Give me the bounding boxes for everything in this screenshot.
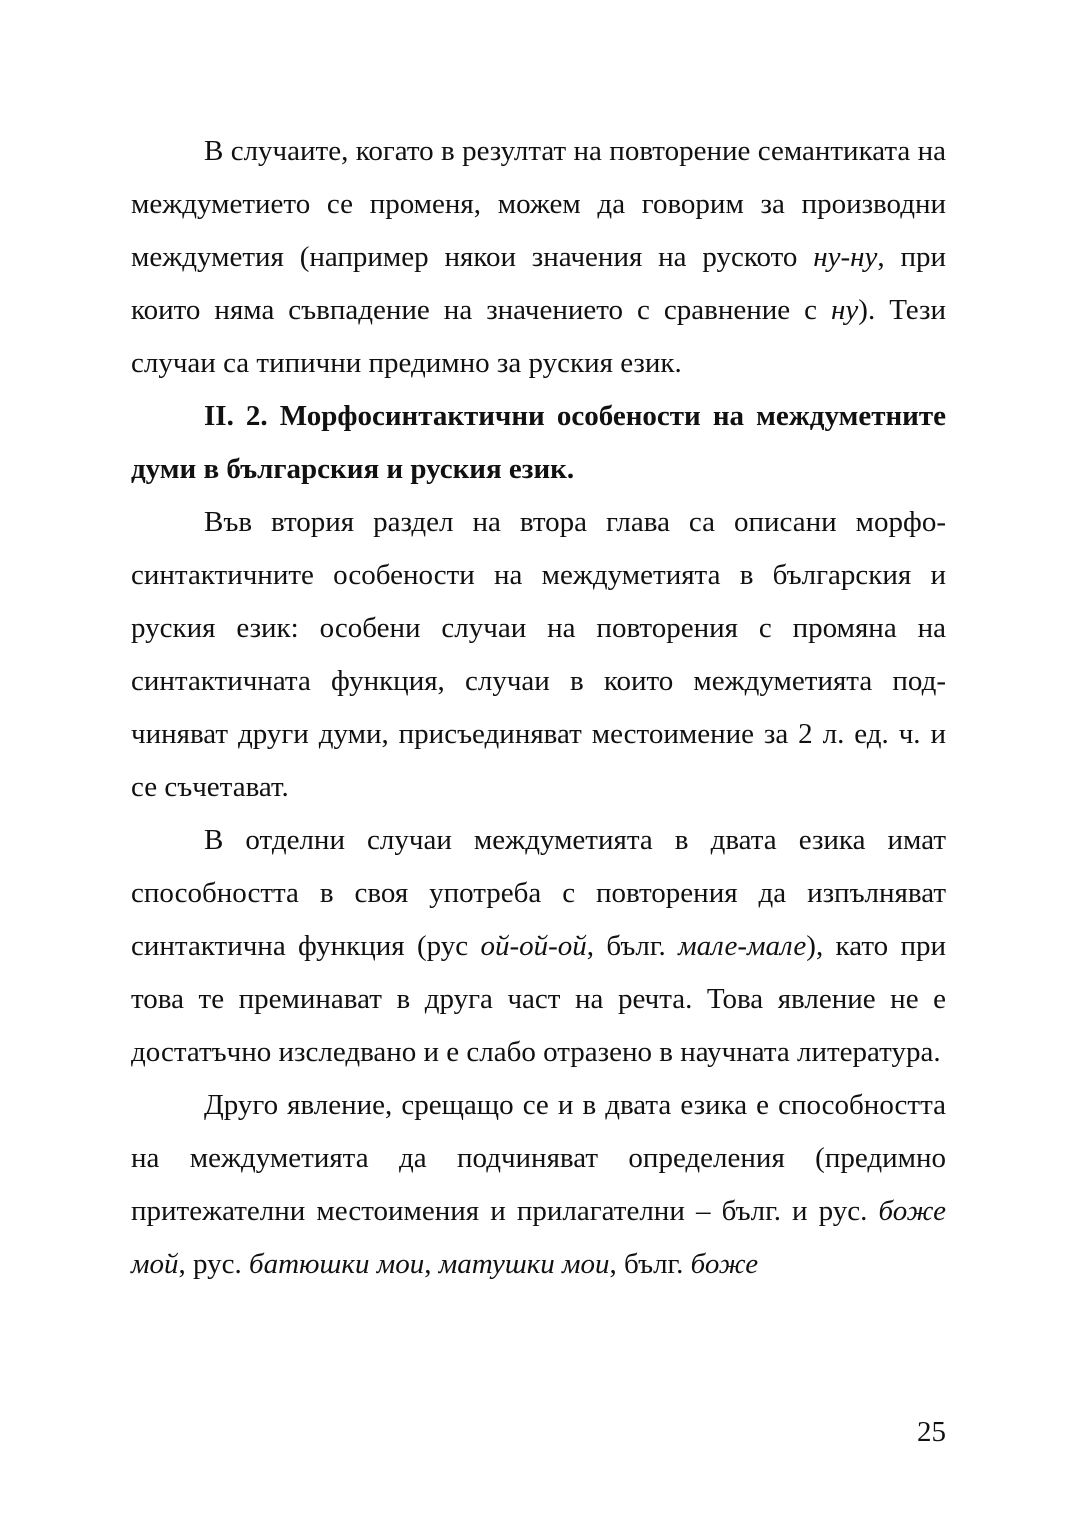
text-run: Във втория раздел на втора глава са описани морфосинтактичните особености на междуметията в българския и руския език: особени случаи на повторения с промяна на синтактичната функция, случаи в които междуметията подчиняват други думи, присъединяват местоимение за 2 л. ед. ч. и се съчетават. [131,506,946,803]
italic-example: ну [831,294,859,326]
body-paragraph [131,496,946,814]
italic-example: боже мой [131,1195,946,1280]
text-run: ). Тези случаи са типични предимно за руския език. [131,294,946,379]
text-run: , при които няма съвпадение на значението с сравнение с [131,241,946,326]
italic-example: батюшки мои [249,1248,425,1280]
page-number: 25 [917,1416,946,1448]
body-paragraph [131,1079,946,1291]
text-run: ), като при това те преминават в друга част на речта. Това явление не е достатъчно изследвано и е слабо отразено в научната литература. [131,930,946,1068]
body-paragraph [131,814,946,1079]
body-paragraph [131,125,946,390]
text-run: , рус. [178,1248,250,1280]
text-run: В отделни случаи междуметията в двата езика имат способността в своя употреба с повторения да изпълняват синтактична функция (рус [131,824,946,962]
page-body [131,125,946,1291]
italic-example: матушки мои [438,1248,610,1280]
text-run: , бълг. [609,1248,691,1280]
text-run: Друго явление, срещащо се и в двата езика е способността на междуметията да подчиняват определения (предимно притежателни местоимения и прилагателни – бълг. и рус. [131,1089,946,1227]
italic-example: ой-ой-ой [480,930,587,962]
text-run: , бълг. [586,930,679,962]
italic-example: боже [690,1248,759,1280]
section-heading [131,390,946,496]
italic-example: ну-ну [813,241,878,273]
italic-example: мале-мале [678,930,807,962]
text-run: В случаите, когато в резултат на повторение семантиката на междуметието се променя, можем да говорим за производни междуметия (например някои значения на руското [131,135,946,273]
text-run: , [424,1248,439,1280]
text-run: II. 2. Морфосинтактични особености на междуметните думи в българския и руския език. [131,400,946,485]
